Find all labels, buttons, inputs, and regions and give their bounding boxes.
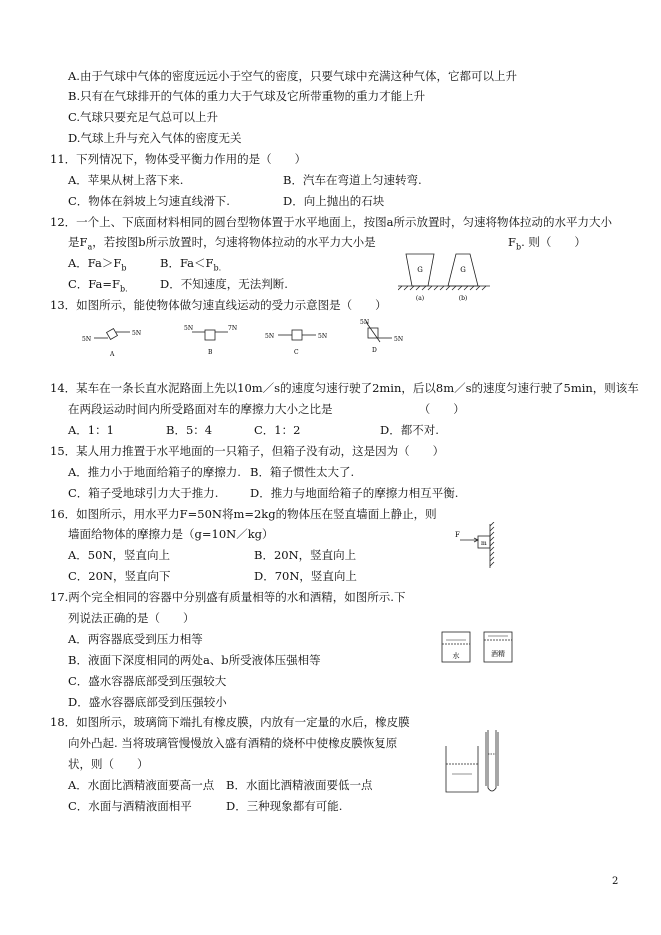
- q12-option-c: C．$Fa=F_{b.}$: [68, 277, 128, 294]
- q10-option-d: D.气球上升与充入气体的密度无关: [68, 131, 242, 145]
- water-label: 水: [452, 652, 460, 660]
- label-b-right: 7N: [228, 325, 238, 332]
- q14-option-a: A．1：1: [68, 423, 114, 437]
- q15-option-d: D．推力与地面给箱子的摩擦力相互平衡.: [250, 486, 459, 500]
- q13-figure: [80, 318, 410, 358]
- q15-option-b: B．箱子惯性太大了.: [250, 465, 355, 479]
- q15-option-c: C．箱子受地球引力大于推力.: [68, 486, 219, 500]
- q11-option-a: A．苹果从树上落下来.: [68, 173, 184, 187]
- q12-stem-line2: 是$F_a$，若按图b所示放置时，匀速将物体拉动的水平力大小是: [68, 235, 376, 252]
- q16-option-c: C．20N，竖直向下: [68, 569, 171, 583]
- q14-option-d: D．都不对.: [380, 423, 439, 437]
- frustum-a-label: G: [417, 266, 423, 274]
- alcohol-label: 酒精: [491, 650, 505, 658]
- q14-option-b: B．5：4: [166, 423, 213, 437]
- q16-stem-line2: 墙面给物体的摩擦力是（g=10N／kg）: [68, 527, 274, 541]
- frustum-b-label: G: [460, 266, 466, 274]
- label-b-left: 5N: [184, 325, 194, 332]
- caption-a: (a): [415, 295, 425, 302]
- q10-option-b: B.只有在气球排开的气体的重力大于气球及它所带重物的重力才能上升: [68, 89, 426, 103]
- q17-figure: [440, 630, 516, 666]
- page-number: 2: [612, 876, 619, 887]
- q12-stem-line2-end: $F_b$. 则（ ）: [508, 235, 586, 252]
- block-c: [292, 330, 302, 340]
- q18-option-c: C．水面与酒精液面相平: [68, 799, 192, 813]
- q10-option-c: C.气球只要充足气总可以上升: [68, 110, 219, 124]
- label-c-right: 5N: [318, 333, 328, 340]
- q12-figure: [398, 250, 490, 302]
- block-b: [205, 330, 215, 340]
- q11-option-c: C．物体在斜坡上匀速直线滑下.: [68, 194, 230, 208]
- q12-option-b: B．$Fa<F_{b.}$: [160, 256, 222, 273]
- label-d-right: 5N: [394, 336, 404, 343]
- q12-stem-line1: 12．一个上、下底面材料相同的圆台型物体置于水平地面上，按图a所示放置时，匀速将物体拉动的水平力大小: [50, 215, 612, 229]
- q12-option-a: A．$Fa>F_b$: [68, 256, 127, 273]
- q17-stem-line1: 17.两个完全相同的容器中分别盛有质量相等的水和酒精，如图所示.下: [50, 590, 406, 604]
- q18-stem-line1: 18．如图所示，玻璃筒下端扎有橡皮膜，内放有一定量的水后，橡皮膜: [50, 715, 410, 729]
- q17-option-b: B．液面下深度相同的两处a、b所受液体压强相等: [68, 653, 321, 667]
- q13-stem: 13．如图所示，能使物体做匀速直线运动的受力示意图是（ ）: [50, 298, 387, 312]
- q18-option-d: D．三种现象都有可能.: [226, 799, 343, 813]
- q16-figure: [452, 522, 504, 570]
- force-label: F: [455, 531, 460, 539]
- caption-b: (b): [458, 295, 468, 302]
- q15-stem: 15．某人用力推置于水平地面的一只箱子，但箱子没有动，这是因为（ ）: [50, 444, 445, 458]
- q17-option-c: C．盛水容器底部受到压强较大: [68, 674, 227, 688]
- q18-option-b: B．水面比酒精液面要低一点: [226, 778, 373, 792]
- q10-option-a: A.由于气球中气体的密度远远小于空气的密度，只要气球中充满这种气体，它都可以上升: [68, 69, 517, 83]
- caption-d: D: [372, 347, 377, 354]
- q12-option-d: D．不知速度，无法判断.: [160, 277, 288, 291]
- caption-c: C: [294, 349, 299, 356]
- q14-stem-line2: 在两段运动时间内所受路面对车的摩擦力大小之比是 （ ）: [68, 402, 465, 416]
- q11-option-d: D．向上抛出的石块: [283, 194, 385, 208]
- block-a: [107, 329, 118, 340]
- q16-option-b: B．20N，竖直向上: [254, 548, 357, 562]
- q17-option-a: A．两容器底受到压力相等: [68, 632, 203, 646]
- label-c-left: 5N: [265, 333, 275, 340]
- q14-stem-line1: 14．某车在一条长直水泥路面上先以10m／s的速度匀速行驶了2min，后以8m／s的速度匀速行驶了5min，则该车: [50, 381, 639, 395]
- label-d-top: 5N: [360, 319, 370, 326]
- q17-option-d: D．盛水容器底部受到压强较小: [68, 695, 227, 709]
- caption-b: B: [208, 349, 213, 356]
- q16-stem-line1: 16．如图所示，用水平力F=50N将m=2kg的物体压在竖直墙面上静止，则: [50, 507, 437, 521]
- beaker: [446, 746, 478, 792]
- q14-option-c: C．1：2: [254, 423, 301, 437]
- mass-label: m: [481, 540, 487, 547]
- q18-stem-line2: 向外凸起. 当将玻璃管慢慢放入盛有酒精的烧杯中使橡皮膜恢复原: [68, 736, 398, 750]
- q15-option-a: A．推力小于地面给箱子的摩擦力.: [68, 465, 241, 479]
- q16-option-a: A．50N，竖直向上: [68, 548, 170, 562]
- q17-stem-line2: 列说法正确的是（ ）: [68, 611, 195, 625]
- q18-option-a: A．水面比酒精液面要高一点: [68, 778, 215, 792]
- label-a-right: 5N: [132, 330, 142, 337]
- caption-a: A: [110, 351, 115, 358]
- label-a-left: 5N: [82, 336, 92, 343]
- q18-figure: [444, 728, 508, 796]
- q16-option-d: D．70N，竖直向上: [254, 569, 357, 583]
- q11-stem: 11．下列情况下，物体受平衡力作用的是（ ）: [50, 152, 307, 166]
- q18-stem-line3: 状，则（ ）: [68, 757, 149, 771]
- glass-tube: [488, 730, 496, 791]
- q11-option-b: B．汽车在弯道上匀速转弯.: [283, 173, 422, 187]
